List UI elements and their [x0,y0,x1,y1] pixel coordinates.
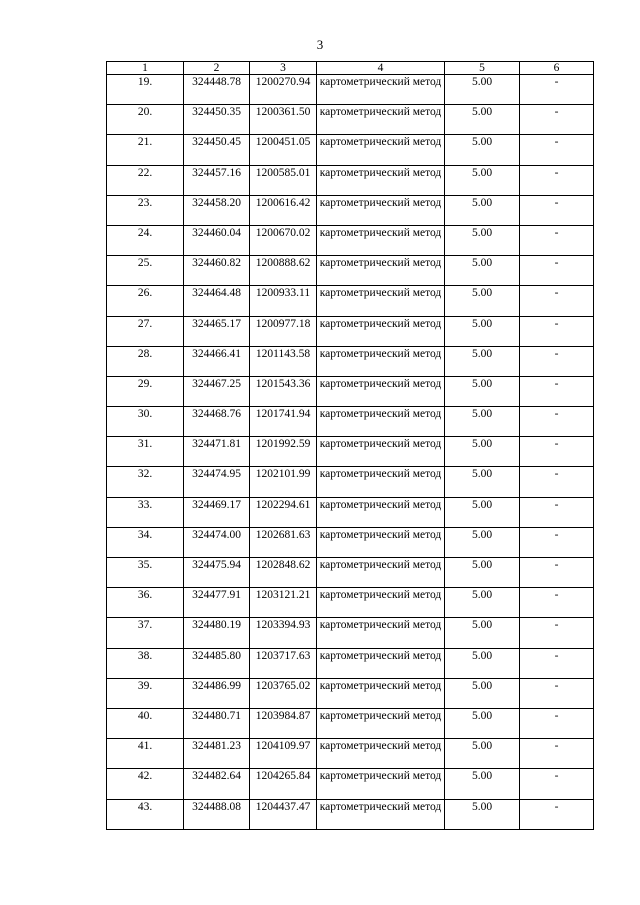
table-row [107,407,594,437]
point-number-cell: 35. [107,558,184,588]
y-coordinate-cell: 1202101.99 [250,467,317,497]
method-cell: картометрический метод [317,769,445,799]
note-cell: - [520,769,594,799]
table-row [107,316,594,346]
note-cell: - [520,648,594,678]
y-coordinate-cell: 1203121.21 [250,588,317,618]
point-number-cell: 41. [107,739,184,769]
column-header: 3 [250,62,317,75]
y-coordinate-cell: 1204437.47 [250,799,317,829]
table-row [107,467,594,497]
accuracy-cell: 5.00 [445,75,520,105]
y-coordinate-cell: 1200361.50 [250,105,317,135]
table-row [107,497,594,527]
y-coordinate-cell: 1200270.94 [250,75,317,105]
note-cell: - [520,678,594,708]
coordinates-table [106,61,594,830]
method-cell: картометрический метод [317,588,445,618]
x-coordinate-cell: 324474.00 [184,527,250,557]
method-cell: картометрический метод [317,407,445,437]
point-number-cell: 31. [107,437,184,467]
y-coordinate-cell: 1201741.94 [250,407,317,437]
x-coordinate-cell: 324480.71 [184,708,250,738]
x-coordinate-cell: 324460.82 [184,256,250,286]
point-number-cell: 27. [107,316,184,346]
accuracy-cell: 5.00 [445,225,520,255]
table-row [107,769,594,799]
x-coordinate-cell: 324475.94 [184,558,250,588]
note-cell: - [520,437,594,467]
note-cell: - [520,256,594,286]
point-number-cell: 30. [107,407,184,437]
table-row [107,739,594,769]
column-header: 1 [107,62,184,75]
method-cell: картометрический метод [317,618,445,648]
note-cell: - [520,588,594,618]
accuracy-cell: 5.00 [445,195,520,225]
point-number-cell: 20. [107,105,184,135]
note-cell: - [520,105,594,135]
x-coordinate-cell: 324474.95 [184,467,250,497]
x-coordinate-cell: 324467.25 [184,376,250,406]
note-cell: - [520,165,594,195]
note-cell: - [520,376,594,406]
table-row [107,708,594,738]
note-cell: - [520,75,594,105]
table-row [107,195,594,225]
table-body [107,75,594,830]
table-row [107,588,594,618]
x-coordinate-cell: 324488.08 [184,799,250,829]
point-number-cell: 21. [107,135,184,165]
point-number-cell: 38. [107,648,184,678]
point-number-cell: 36. [107,588,184,618]
accuracy-cell: 5.00 [445,256,520,286]
x-coordinate-cell: 324450.35 [184,105,250,135]
y-coordinate-cell: 1203984.87 [250,708,317,738]
column-header: 5 [445,62,520,75]
x-coordinate-cell: 324448.78 [184,75,250,105]
method-cell: картометрический метод [317,135,445,165]
method-cell: картометрический метод [317,75,445,105]
method-cell: картометрический метод [317,678,445,708]
note-cell: - [520,739,594,769]
accuracy-cell: 5.00 [445,376,520,406]
point-number-cell: 23. [107,195,184,225]
note-cell: - [520,467,594,497]
method-cell: картометрический метод [317,558,445,588]
method-cell: картометрический метод [317,256,445,286]
accuracy-cell: 5.00 [445,346,520,376]
accuracy-cell: 5.00 [445,407,520,437]
point-number-cell: 25. [107,256,184,286]
method-cell: картометрический метод [317,316,445,346]
accuracy-cell: 5.00 [445,165,520,195]
y-coordinate-cell: 1200888.62 [250,256,317,286]
table-row [107,376,594,406]
x-coordinate-cell: 324481.23 [184,739,250,769]
note-cell: - [520,708,594,738]
point-number-cell: 34. [107,527,184,557]
y-coordinate-cell: 1204109.97 [250,739,317,769]
x-coordinate-cell: 324468.76 [184,407,250,437]
y-coordinate-cell: 1203717.63 [250,648,317,678]
y-coordinate-cell: 1201992.59 [250,437,317,467]
accuracy-cell: 5.00 [445,739,520,769]
accuracy-cell: 5.00 [445,648,520,678]
y-coordinate-cell: 1201543.36 [250,376,317,406]
method-cell: картометрический метод [317,527,445,557]
point-number-cell: 43. [107,799,184,829]
point-number-cell: 39. [107,678,184,708]
accuracy-cell: 5.00 [445,799,520,829]
table-row [107,256,594,286]
method-cell: картометрический метод [317,376,445,406]
accuracy-cell: 5.00 [445,708,520,738]
note-cell: - [520,618,594,648]
column-header: 2 [184,62,250,75]
header-row [107,62,594,75]
method-cell: картометрический метод [317,437,445,467]
method-cell: картометрический метод [317,346,445,376]
table-header [107,62,594,75]
x-coordinate-cell: 324486.99 [184,678,250,708]
table-row [107,165,594,195]
method-cell: картометрический метод [317,195,445,225]
y-coordinate-cell: 1200933.11 [250,286,317,316]
y-coordinate-cell: 1200670.02 [250,225,317,255]
method-cell: картометрический метод [317,286,445,316]
table-row [107,75,594,105]
accuracy-cell: 5.00 [445,316,520,346]
point-number-cell: 22. [107,165,184,195]
x-coordinate-cell: 324477.91 [184,588,250,618]
y-coordinate-cell: 1202848.62 [250,558,317,588]
table-row [107,558,594,588]
method-cell: картометрический метод [317,105,445,135]
x-coordinate-cell: 324460.04 [184,225,250,255]
accuracy-cell: 5.00 [445,286,520,316]
note-cell: - [520,135,594,165]
method-cell: картометрический метод [317,708,445,738]
accuracy-cell: 5.00 [445,135,520,165]
point-number-cell: 40. [107,708,184,738]
point-number-cell: 26. [107,286,184,316]
y-coordinate-cell: 1200451.05 [250,135,317,165]
note-cell: - [520,316,594,346]
column-header: 4 [317,62,445,75]
method-cell: картометрический метод [317,799,445,829]
y-coordinate-cell: 1200616.42 [250,195,317,225]
table-row [107,135,594,165]
accuracy-cell: 5.00 [445,467,520,497]
point-number-cell: 33. [107,497,184,527]
note-cell: - [520,799,594,829]
accuracy-cell: 5.00 [445,618,520,648]
x-coordinate-cell: 324480.19 [184,618,250,648]
method-cell: картометрический метод [317,648,445,678]
note-cell: - [520,346,594,376]
note-cell: - [520,407,594,437]
column-header: 6 [520,62,594,75]
x-coordinate-cell: 324471.81 [184,437,250,467]
note-cell: - [520,497,594,527]
x-coordinate-cell: 324485.80 [184,648,250,678]
method-cell: картометрический метод [317,467,445,497]
x-coordinate-cell: 324466.41 [184,346,250,376]
method-cell: картометрический метод [317,739,445,769]
accuracy-cell: 5.00 [445,558,520,588]
y-coordinate-cell: 1200977.18 [250,316,317,346]
note-cell: - [520,558,594,588]
note-cell: - [520,195,594,225]
y-coordinate-cell: 1201143.58 [250,346,317,376]
table-row [107,678,594,708]
table-row [107,648,594,678]
note-cell: - [520,286,594,316]
point-number-cell: 24. [107,225,184,255]
table-row [107,105,594,135]
table-row [107,799,594,829]
accuracy-cell: 5.00 [445,527,520,557]
y-coordinate-cell: 1204265.84 [250,769,317,799]
method-cell: картометрический метод [317,165,445,195]
y-coordinate-cell: 1200585.01 [250,165,317,195]
accuracy-cell: 5.00 [445,437,520,467]
accuracy-cell: 5.00 [445,769,520,799]
x-coordinate-cell: 324482.64 [184,769,250,799]
note-cell: - [520,225,594,255]
table-row [107,286,594,316]
y-coordinate-cell: 1203765.02 [250,678,317,708]
table-row [107,437,594,467]
x-coordinate-cell: 324464.48 [184,286,250,316]
accuracy-cell: 5.00 [445,588,520,618]
point-number-cell: 29. [107,376,184,406]
method-cell: картометрический метод [317,225,445,255]
note-cell: - [520,527,594,557]
table-row [107,527,594,557]
point-number-cell: 32. [107,467,184,497]
accuracy-cell: 5.00 [445,678,520,708]
point-number-cell: 19. [107,75,184,105]
table-row [107,225,594,255]
x-coordinate-cell: 324465.17 [184,316,250,346]
accuracy-cell: 5.00 [445,497,520,527]
x-coordinate-cell: 324469.17 [184,497,250,527]
y-coordinate-cell: 1202294.61 [250,497,317,527]
table-row [107,346,594,376]
page-number: 3 [316,37,324,52]
point-number-cell: 28. [107,346,184,376]
accuracy-cell: 5.00 [445,105,520,135]
y-coordinate-cell: 1203394.93 [250,618,317,648]
table-row [107,618,594,648]
x-coordinate-cell: 324450.45 [184,135,250,165]
point-number-cell: 37. [107,618,184,648]
point-number-cell: 42. [107,769,184,799]
x-coordinate-cell: 324458.20 [184,195,250,225]
x-coordinate-cell: 324457.16 [184,165,250,195]
method-cell: картометрический метод [317,497,445,527]
y-coordinate-cell: 1202681.63 [250,527,317,557]
